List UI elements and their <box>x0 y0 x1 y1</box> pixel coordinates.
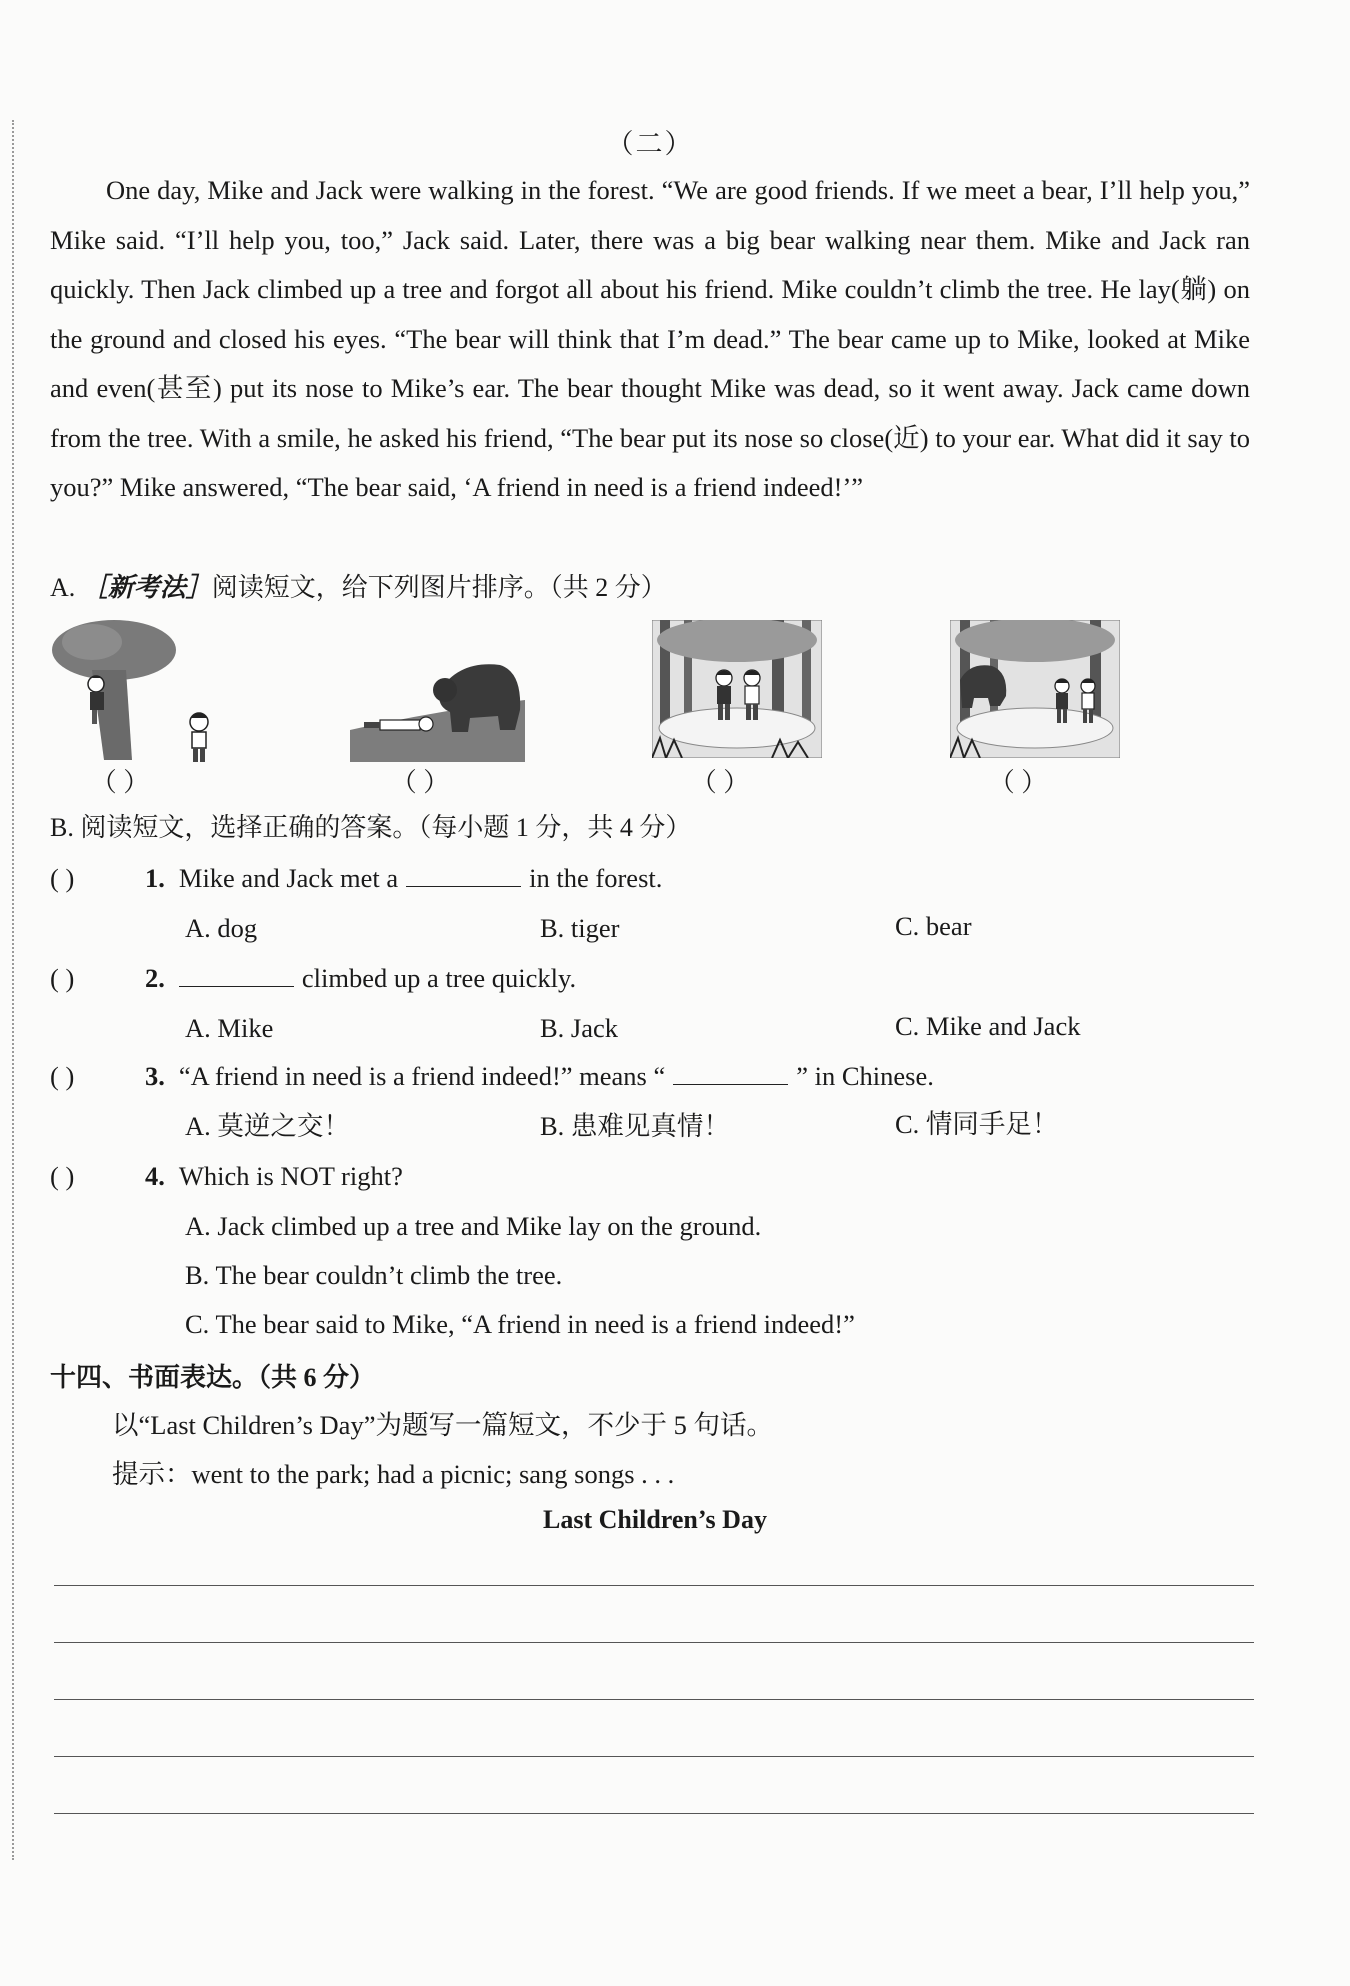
part-a-instruction <box>50 570 667 606</box>
writing-line[interactable] <box>54 1585 1254 1586</box>
picture-bear-and-boy-lying <box>350 650 525 762</box>
picture-3-answer-bracket[interactable]: （ ） <box>690 768 750 797</box>
writing-hint: 提示：went to the park; had a picnic; sang songs . . . <box>112 1459 675 1489</box>
writing-section-heading: 十四、书面表达。（共 6 分） <box>50 1363 376 1392</box>
q1-option-b[interactable]: B. tiger <box>540 913 620 943</box>
question-number: 3. <box>145 1061 165 1091</box>
question-number: 2. <box>145 963 165 993</box>
writing-line[interactable] <box>54 1756 1254 1757</box>
answer-bracket[interactable]: ( ) <box>50 963 75 993</box>
reading-passage <box>50 166 1250 513</box>
essay-title: Last Children’s Day <box>543 1505 767 1534</box>
q2-option-a[interactable]: A. Mike <box>185 1013 274 1043</box>
question-stem-end: in the forest. <box>529 863 663 893</box>
part-a-prefix: A. <box>50 573 82 602</box>
question-stem: Mike and Jack met a <box>178 863 399 893</box>
answer-bracket[interactable]: ( ) <box>50 1061 75 1091</box>
q1-option-c[interactable]: C. bear <box>895 911 972 941</box>
q3-option-b[interactable]: B. 患难见真情！ <box>540 1111 730 1141</box>
part-a-text: 阅读短文，给下列图片排序。（共 2 分） <box>211 573 667 602</box>
part-b-instruction: B. 阅读短文，选择正确的答案。（每小题 1 分，共 4 分） <box>50 813 692 842</box>
fill-blank[interactable] <box>673 1060 788 1085</box>
q1-option-a[interactable]: A. dog <box>185 913 258 943</box>
question-3 <box>50 1058 934 1094</box>
picture-boy-in-tree <box>52 620 227 765</box>
q2-option-c[interactable]: C. Mike and Jack <box>895 1011 1081 1041</box>
question-4 <box>50 1158 403 1194</box>
q3-option-a[interactable]: A. 莫逆之交！ <box>185 1111 350 1141</box>
writing-line[interactable] <box>54 1642 1254 1643</box>
picture-two-boys-in-forest <box>652 620 822 758</box>
picture-2-answer-bracket[interactable]: （ ） <box>390 768 450 797</box>
fill-blank[interactable] <box>406 862 521 887</box>
question-number: 1. <box>145 863 165 893</box>
question-2 <box>50 960 576 996</box>
q3-option-c[interactable]: C. 情同手足！ <box>895 1109 1059 1139</box>
picture-4-answer-bracket[interactable]: （ ） <box>988 768 1048 797</box>
picture-1-answer-bracket[interactable]: （ ） <box>90 768 150 797</box>
passage-text: One day, Mike and Jack were walking in the forest. “We are good friends. If we meet a bear, I’ll help you,” Mike said. “I’ll help you, too,” Jack said. Later, there was a big bear walking near them. Mike and Jack ran quickly. Then Jack climbed up a tree and forgot all about his friend. Mike couldn’t climb the tree. He lay(躺) on the ground and closed his eyes. “The bear will think that I’m dead.” The bear came up to Mike, looked at Mike and even(甚至) put its nose to Mike’s ear. The bear thought Mike was dead, so it went away. Jack came down from the tree. With a smile, he asked his friend, “The bear put its nose so close(近) to your ear. What did it say to you?” Mike answered, “The bear said, ‘A friend in need is a friend indeed!’” <box>50 175 1250 502</box>
binding-dotted-line <box>12 120 14 1860</box>
question-1 <box>50 860 662 896</box>
question-stem-end: ” in Chinese. <box>796 1061 934 1091</box>
writing-line[interactable] <box>54 1813 1254 1814</box>
writing-task: 以“Last Children’s Day”为题写一篇短文，不少于 5 句话。 <box>112 1410 773 1440</box>
question-stem: Which is NOT right? <box>178 1161 403 1191</box>
fill-blank[interactable] <box>179 962 294 987</box>
section-title: （二） <box>606 129 694 159</box>
answer-bracket[interactable]: ( ) <box>50 863 75 893</box>
question-stem-end: climbed up a tree quickly. <box>301 963 577 993</box>
picture-bear-near-boys <box>950 620 1120 758</box>
question-number: 4. <box>145 1161 165 1191</box>
q4-option-a[interactable]: A. Jack climbed up a tree and Mike lay on the ground. <box>185 1211 762 1241</box>
writing-line[interactable] <box>54 1699 1254 1700</box>
new-method-tag: ［新考法］ <box>81 573 212 602</box>
question-stem: “A friend in need is a friend indeed!” means “ <box>178 1061 666 1091</box>
answer-bracket[interactable]: ( ) <box>50 1161 75 1191</box>
q4-option-b[interactable]: B. The bear couldn’t climb the tree. <box>185 1260 563 1290</box>
q2-option-b[interactable]: B. Jack <box>540 1013 619 1043</box>
q4-option-c[interactable]: C. The bear said to Mike, “A friend in need is a friend indeed!” <box>185 1309 855 1339</box>
